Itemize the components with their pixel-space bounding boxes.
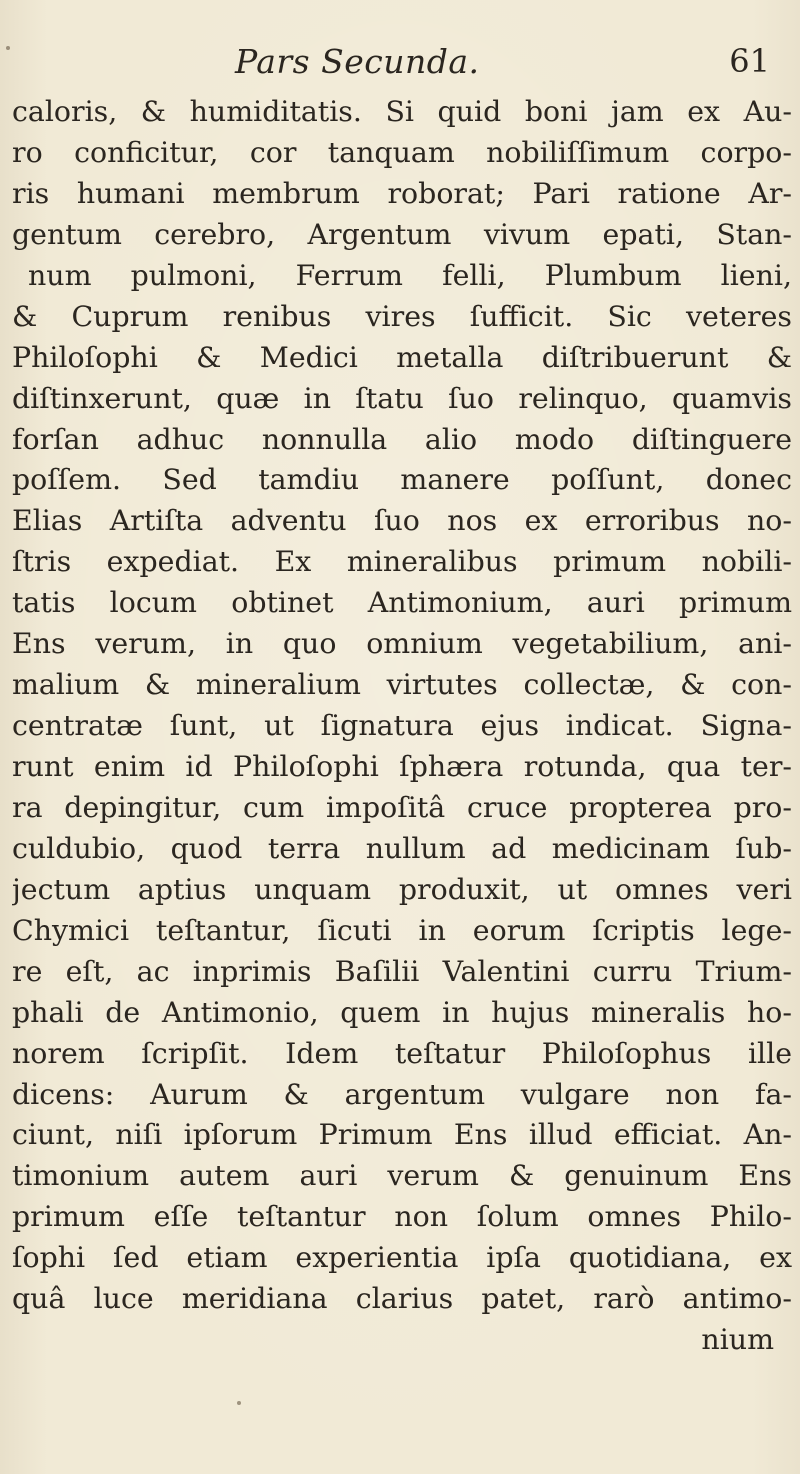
ink-speck [6, 46, 10, 50]
text-line: & Cuprum renibus vires ſufficit. Sic veteres [12, 299, 792, 333]
text-line: num pulmoni, Ferrum felli, Plumbum lieni, [28, 258, 792, 292]
text-line: malium & mineralium virtutes collectæ, & con- [12, 668, 792, 702]
text-line: caloris, & humiditatis. Si quid boni jam ex Au- [12, 95, 792, 128]
text-line: ris humani membrum roborat; Pari ratione Ar- [12, 176, 792, 210]
text-line: Philoſophi & Medici metalla diſtribuerunt & [12, 340, 792, 374]
ink-speck [237, 1401, 241, 1405]
text-line: tatis locum obtinet Antimonium, auri primum [12, 586, 792, 620]
text-line: ra depingitur, cum impoſitâ cruce propterea pro- [12, 790, 792, 824]
text-line: jectum aptius unquam produxit, ut omnes veri [12, 872, 792, 906]
text-line: culdubio, quod terra nullum ad medicinam ſub- [12, 831, 792, 865]
page-header [0, 42, 800, 92]
catchword: nium [701, 1323, 774, 1357]
text-line: diſtinxerunt, quæ in ſtatu ſuo relinquo, quamvis [12, 381, 792, 415]
body-text [12, 92, 792, 1361]
text-line: re eſt, ac inprimis Baſilii Valentini curru Trium- [12, 954, 792, 988]
text-line: timonium autem auri verum & genuinum Ens [12, 1159, 792, 1193]
text-line: Ens verum, in quo omnium vegetabilium, ani- [12, 627, 792, 661]
text-line: quâ luce meridiana clarius patet, rarò antimo- [12, 1282, 792, 1316]
text-line: Elias Artiſta adventu ſuo nos ex erroribus no- [12, 504, 792, 538]
text-line: poſſem. Sed tamdiu manere poſſunt, donec [12, 463, 792, 497]
text-line: primum eſſe teſtantur non ſolum omnes Philo- [12, 1200, 792, 1234]
text-line: ro conficitur, cor tanquam nobiliſſimum corpo- [12, 135, 792, 169]
text-line: ſtris expediat. Ex mineralibus primum nobili- [12, 545, 792, 579]
text-line: ſophi ſed etiam experientia ipſa quotidiana, ex [12, 1241, 792, 1275]
running-title: Pars Secunda. [235, 42, 480, 81]
text-line: forſan adhuc nonnulla alio modo diſtinguere [12, 422, 792, 456]
text-line: gentum cerebro, Argentum vivum epati, Stan- [12, 217, 792, 251]
text-line: dicens: Aurum & argentum vulgare non fa- [12, 1077, 792, 1111]
text-line: runt enim id Philoſophi ſphæra rotunda, qua ter- [12, 750, 792, 783]
text-line: ciunt, niſi ipſorum Primum Ens illud efficiat. An- [12, 1118, 792, 1152]
text-line: centratæ ſunt, ut ſignatura ejus indicat. Signa- [12, 709, 792, 743]
page-number: 61 [729, 42, 770, 80]
text-line: norem ſcripſit. Idem teſtatur Philoſophus ille [12, 1036, 792, 1070]
text-line: Chymici teſtantur, ſicuti in eorum ſcriptis lege- [12, 913, 792, 947]
text-line: phali de Antimonio, quem in hujus mineralis ho- [12, 995, 792, 1029]
